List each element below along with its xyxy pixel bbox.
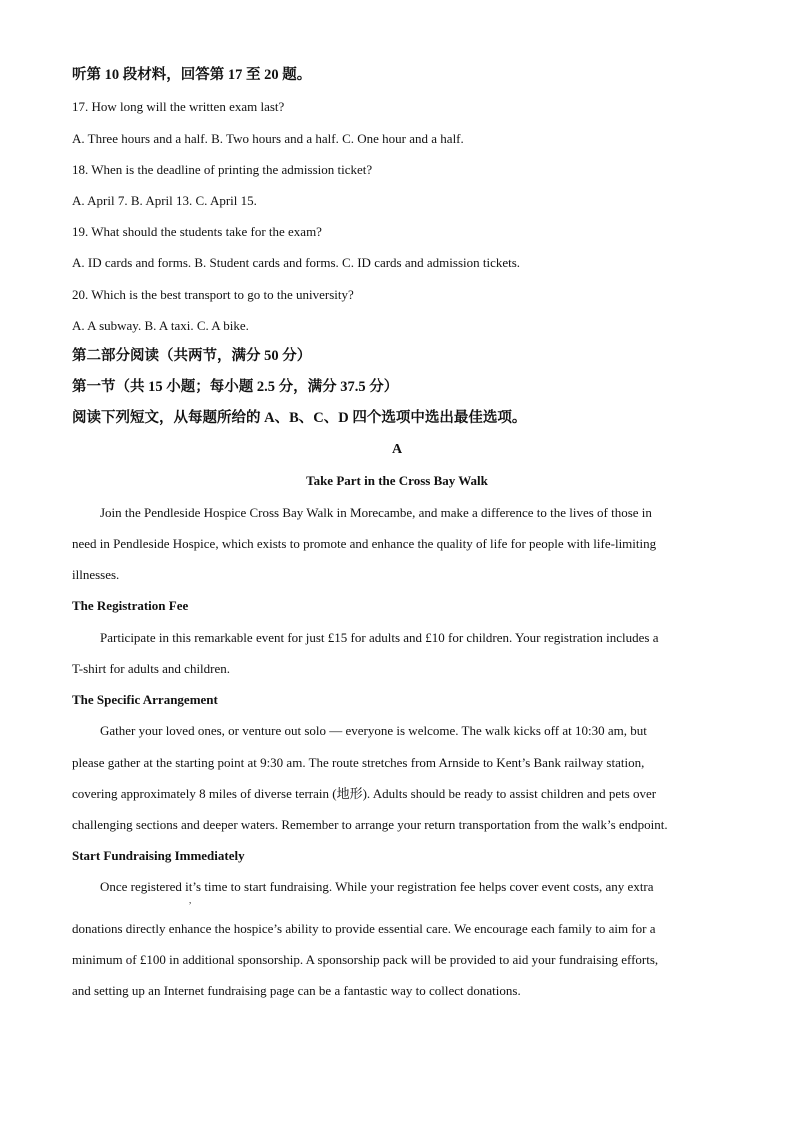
arrangement-line-1: Gather your loved ones, or venture out solo — everyone is welcome. The walk kicks off at 10:30 am, but (100, 723, 647, 738)
stray-comma-mark: , (189, 895, 192, 905)
question-18: 18. When is the deadline of printing the admission ticket? (72, 162, 373, 177)
arrangement-line-3: covering approximately 8 miles of diverse terrain (地形). Adults should be ready to assist children and pets over (72, 786, 657, 801)
registration-heading: The Registration Fee (72, 598, 189, 613)
arrangement-heading: The Specific Arrangement (72, 692, 218, 707)
reading-instructions: 阅读下列短文，从每题所给的 A、B、C、D 四个选项中选出最佳选项。 (72, 410, 527, 426)
passage-title: Take Part in the Cross Bay Walk (306, 473, 488, 488)
listening-section-heading: 听第 10 段材料，回答第 17 至 20 题。 (72, 67, 312, 83)
passage-letter: A (391, 442, 403, 457)
fundraising-line-4: and setting up an Internet fundraising page can be a fantastic way to collect donations. (72, 983, 521, 998)
registration-line-2: T-shirt for adults and children. (72, 661, 231, 676)
question-20: 20. Which is the best transport to go to the university? (72, 287, 354, 302)
question-20-options: A. A subway. B. A taxi. C. A bike. (72, 318, 249, 333)
arrangement-line-2: please gather at the starting point at 9:30 am. The route stretches from Arnside to Kent’s Bank railway station, (72, 755, 645, 770)
question-19: 19. What should the students take for the exam? (72, 224, 322, 239)
section1-title: 第一节（共 15 小题；每小题 2.5 分，满分 37.5 分） (72, 379, 399, 395)
intro-line-1: Join the Pendleside Hospice Cross Bay Walk in Morecambe, and make a difference to the lives of those in (100, 505, 652, 520)
question-17-options: A. Three hours and a half. B. Two hours and a half. C. One hour and a half. (72, 131, 464, 146)
fundraising-heading: Start Fundraising Immediately (72, 848, 245, 863)
question-18-options: A. April 7. B. April 13. C. April 15. (72, 193, 257, 208)
registration-line-1: Participate in this remarkable event for just £15 for adults and £10 for children. Your registration includes a (100, 630, 659, 645)
fundraising-line-3: minimum of £100 in additional sponsorship. A sponsorship pack will be provided to aid your fundraising efforts, (72, 952, 659, 967)
question-19-options: A. ID cards and forms. B. Student cards and forms. C. ID cards and admission tickets. (72, 255, 521, 270)
intro-line-2: need in Pendleside Hospice, which exists to promote and enhance the quality of life for people with life-limiting (72, 536, 657, 551)
part2-title: 第二部分阅读（共两节，满分 50 分） (72, 348, 312, 364)
fundraising-line-1: Once registered it’s time to start fundraising. While your registration fee helps cover event costs, any extra (100, 879, 654, 894)
fundraising-line-2: donations directly enhance the hospice’s ability to provide essential care. We encourage each family to aim for a (72, 921, 656, 936)
intro-line-3: illnesses. (72, 567, 120, 582)
question-17: 17. How long will the written exam last? (72, 99, 285, 114)
arrangement-line-4: challenging sections and deeper waters. Remember to arrange your return transportation from the walk’s endpoint. (72, 817, 668, 832)
